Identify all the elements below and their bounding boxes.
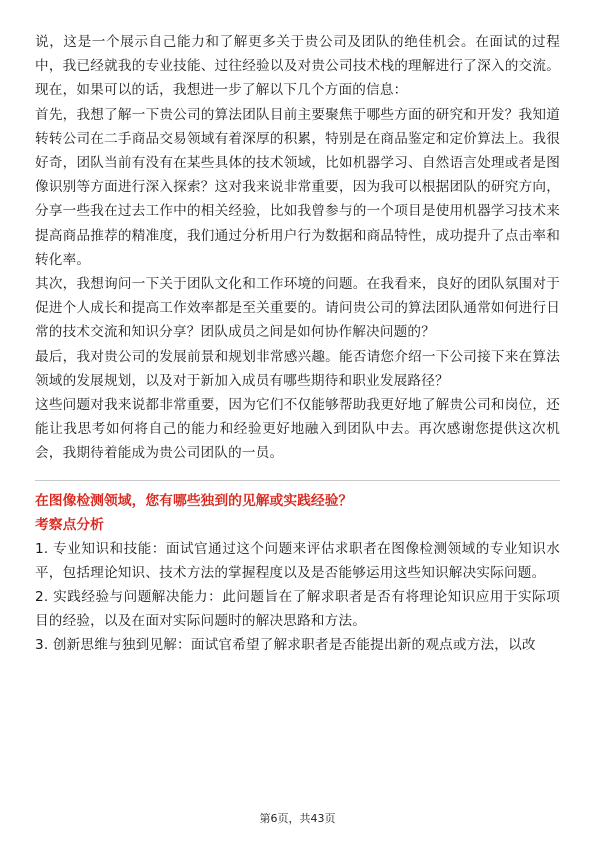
page-content bbox=[35, 30, 560, 658]
interview-question: 在图像检测领域，您有哪些独到的见解或实践经验？ bbox=[35, 492, 353, 509]
analysis-item: 2. 实践经验与问题解决能力：此问题旨在了解求职者是否有将理论知识应用于实际项目的经验，以及在面对实际问题时的解决思路和方法。 bbox=[35, 589, 560, 630]
paragraph-second: 其次，我想询问一下关于团队文化和工作环境的问题。在我看来，良好的团队氛围对于促进个人成长和提高工作效率都是至关重要的。请问贵公司的算法团队通常如何进行日常的技术交流和知识分享？团队成员之间是如何协作解决问题的？ bbox=[35, 276, 560, 341]
analysis-item: 1. 专业知识和技能：面试官通过这个问题来评估求职者在图像检测领域的专业知识水平，包括理论知识、技术方法的掌握程度以及是否能够运用这些知识解决实际问题。 bbox=[35, 540, 560, 581]
analysis-item: 3. 创新思维与独到见解：面试官希望了解求职者是否能提出新的观点或方法，以改 bbox=[35, 637, 536, 654]
paragraph-intro: 说，这是一个展示自己能力和了解更多关于贵公司及团队的绝佳机会。在面试的过程中，我已经就我的专业技能、过往经验以及对贵公司技术栈的理解进行了深入的交流。现在，如果可以的话，我想进一步了解以下几个方面的信息： bbox=[35, 34, 560, 99]
paragraph-closing: 这些问题对我来说都非常重要，因为它们不仅能够帮助我更好地了解贵公司和岗位，还能让我思考如何将自己的能力和经验更好地融入到团队中去。再次感谢您提供这次机会，我期待着能成为贵公司团队的一员。 bbox=[35, 397, 560, 462]
page-footer: 第6页，共43页 bbox=[259, 812, 336, 825]
section-divider bbox=[35, 480, 560, 481]
analysis-title: 考察点分析 bbox=[35, 516, 104, 533]
paragraph-first: 首先，我想了解一下贵公司的算法团队目前主要聚焦于哪些方面的研究和开发？我知道转转公司在二手商品交易领域有着深厚的积累，特别是在商品鉴定和定价算法上。我很好奇，团队当前有没有在某些具体的技术领域，比如机器学习、自然语言处理或者是图像识别等方面进行深入探索？这对我来说非常重要，因为我可以根据团队的研究方向，分享一些我在过去工作中的相关经验，比如我曾参与的一个项目是使用机器学习技术来提高商品推荐的精准度，我们通过分析用户行为数据和商品特性，成功提升了点击率和转化率。 bbox=[35, 106, 560, 268]
paragraph-last: 最后，我对贵公司的发展前景和规划非常感兴趣。能否请您介绍一下公司接下来在算法领域的发展规划，以及对于新加入成员有哪些期待和职业发展路径？ bbox=[35, 348, 560, 389]
